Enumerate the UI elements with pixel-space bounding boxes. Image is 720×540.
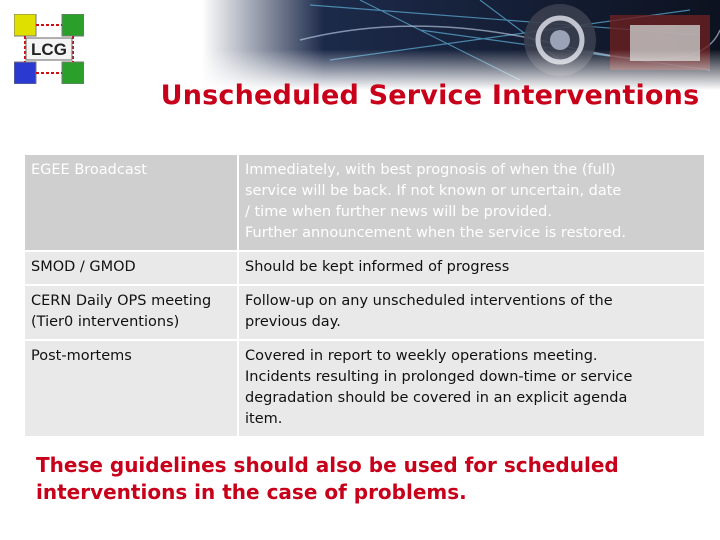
channel-cell: Post-mortems <box>25 340 238 437</box>
logo-text: LCG <box>31 40 67 59</box>
table-row <box>25 285 704 340</box>
header-banner <box>0 0 720 90</box>
policy-cell: Covered in report to weekly operations meeting. Incidents resulting in prolonged down-time or service degradation should be covered in an explicit agenda item. <box>238 340 704 437</box>
channel-cell: CERN Daily OPS meeting (Tier0 interventions) <box>25 285 238 340</box>
policy-cell: Follow-up on any unscheduled interventions of the previous day. <box>238 285 704 340</box>
channel-cell: SMOD / GMOD <box>25 251 238 285</box>
policy-cell: Immediately, with best prognosis of when the (full) service will be back. If not known or uncertain, date / time when further news will be provided. Further announcement when the service is restored. <box>238 155 704 251</box>
policy-cell: Should be kept informed of progress <box>238 251 704 285</box>
table-row <box>25 251 704 285</box>
page-title: Unscheduled Service Interventions <box>160 80 700 111</box>
channel-cell: EGEE Broadcast <box>25 155 238 251</box>
guideline-note: These guidelines should also be used for scheduled interventions in the case of problems. <box>36 453 619 504</box>
interventions-table <box>25 155 704 438</box>
table-row <box>25 155 704 251</box>
lcg-logo <box>14 14 84 84</box>
banner-background-graphic <box>0 0 720 90</box>
table-row <box>25 340 704 437</box>
